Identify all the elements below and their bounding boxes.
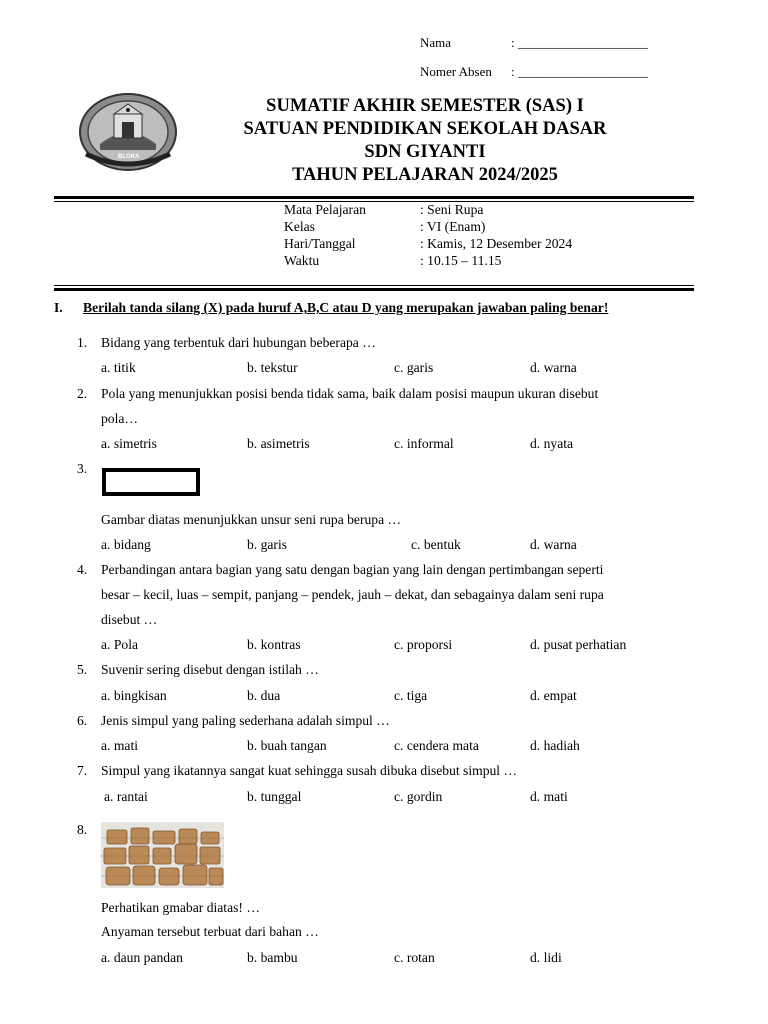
- question-text: Perbandingan antara bagian yang satu dengan bagian yang lain dengan pertimbangan seperti: [101, 562, 604, 577]
- question-text: Perhatikan gmabar diatas! …: [101, 900, 260, 915]
- option-d: d. hadiah: [530, 738, 580, 753]
- option-c: c. tiga: [394, 688, 428, 703]
- option-d: d. mati: [530, 789, 568, 804]
- header-rule-thin: [54, 201, 694, 202]
- option-d: d. nyata: [530, 436, 574, 451]
- question-text: Pola yang menunjukkan posisi benda tidak sama, baik dalam posisi maupun ukuran disebut: [101, 386, 599, 401]
- question-number: 6.: [77, 713, 88, 728]
- question-text: Jenis simpul yang paling sederhana adalah simpul …: [101, 713, 390, 728]
- question-text: Suvenir sering disebut dengan istilah …: [101, 662, 319, 677]
- question-text: disebut …: [101, 612, 158, 627]
- option-d: d. pusat perhatian: [530, 637, 627, 652]
- question-number: 8.: [77, 822, 88, 837]
- academic-year: TAHUN PELAJARAN 2024/2025: [292, 165, 558, 185]
- info-value-date: : Kamis, 12 Desember 2024: [420, 236, 573, 251]
- question-text: Gambar diatas menunjukkan unsur seni rupa berupa …: [101, 512, 402, 527]
- name-field: : ____________________: [511, 35, 648, 50]
- option-c: c. cendera mata: [394, 738, 479, 753]
- question-number: 2.: [77, 386, 88, 401]
- question-text: pola…: [101, 411, 138, 426]
- info-value-subject: : Seni Rupa: [420, 202, 484, 217]
- rectangle-shape-figure: [102, 468, 200, 496]
- option-c: c. informal: [394, 436, 454, 451]
- info-label-subject: Mata Pelajaran: [284, 202, 366, 217]
- section-instruction: Berilah tanda silang (X) pada huruf A,B,C atau D yang merupakan jawaban paling benar!: [83, 300, 609, 315]
- question-number: 5.: [77, 662, 88, 677]
- section-number: I.: [54, 300, 63, 315]
- info-rule-thick: [54, 288, 694, 291]
- option-b: b. kontras: [247, 637, 301, 652]
- header-rule-thick: [54, 196, 694, 199]
- option-a: a. simetris: [101, 436, 157, 451]
- option-c: c. bentuk: [411, 537, 461, 552]
- option-c: c. proporsi: [394, 637, 453, 652]
- school-emblem-logo: [78, 92, 178, 172]
- woven-baskets-photo: [101, 822, 224, 888]
- question-number: 1.: [77, 335, 88, 350]
- info-label-date: Hari/Tanggal: [284, 236, 356, 251]
- option-d: d. lidi: [530, 950, 562, 965]
- question-text: Bidang yang terbentuk dari hubungan beberapa …: [101, 335, 376, 350]
- absen-label: Nomer Absen: [420, 64, 492, 79]
- option-b: b. tunggal: [247, 789, 302, 804]
- school-name: SDN GIYANTI: [364, 142, 486, 162]
- name-label: Nama: [420, 35, 452, 50]
- option-d: d. warna: [530, 360, 577, 375]
- option-c: c. gordin: [394, 789, 443, 804]
- option-a: a. mati: [101, 738, 138, 753]
- option-a: a. titik: [101, 360, 136, 375]
- option-a: a. rantai: [104, 789, 148, 804]
- option-b: b. buah tangan: [247, 738, 327, 753]
- exam-title: SUMATIF AKHIR SEMESTER (SAS) I: [266, 96, 584, 116]
- option-d: d. empat: [530, 688, 577, 703]
- info-value-class: : VI (Enam): [420, 219, 486, 234]
- school-level: SATUAN PENDIDIKAN SEKOLAH DASAR: [243, 119, 607, 139]
- absen-field: : ____________________: [511, 64, 648, 79]
- question-number: 4.: [77, 562, 88, 577]
- question-text: besar – kecil, luas – sempit, panjang – pendek, jauh – dekat, dan sebagainya dalam seni rupa: [101, 587, 604, 602]
- option-b: b. dua: [247, 688, 281, 703]
- option-a: a. bidang: [101, 537, 151, 552]
- option-a: a. bingkisan: [101, 688, 167, 703]
- option-d: d. warna: [530, 537, 577, 552]
- option-a: a. Pola: [101, 637, 138, 652]
- option-c: c. garis: [394, 360, 434, 375]
- option-a: a. daun pandan: [101, 950, 183, 965]
- info-label-class: Kelas: [284, 219, 315, 234]
- option-b: b. garis: [247, 537, 288, 552]
- question-number: 3.: [77, 461, 88, 476]
- question-text: Simpul yang ikatannya sangat kuat sehingga susah dibuka disebut simpul …: [101, 763, 518, 778]
- logo-text: BLORA: [118, 154, 140, 160]
- question-number: 7.: [77, 763, 88, 778]
- info-rule-thin: [54, 285, 694, 286]
- option-c: c. rotan: [394, 950, 435, 965]
- option-b: b. bambu: [247, 950, 298, 965]
- option-b: b. tekstur: [247, 360, 298, 375]
- question-text: Anyaman tersebut terbuat dari bahan …: [101, 924, 319, 939]
- info-label-time: Waktu: [284, 253, 320, 268]
- option-b: b. asimetris: [247, 436, 310, 451]
- info-value-time: : 10.15 – 11.15: [420, 253, 502, 268]
